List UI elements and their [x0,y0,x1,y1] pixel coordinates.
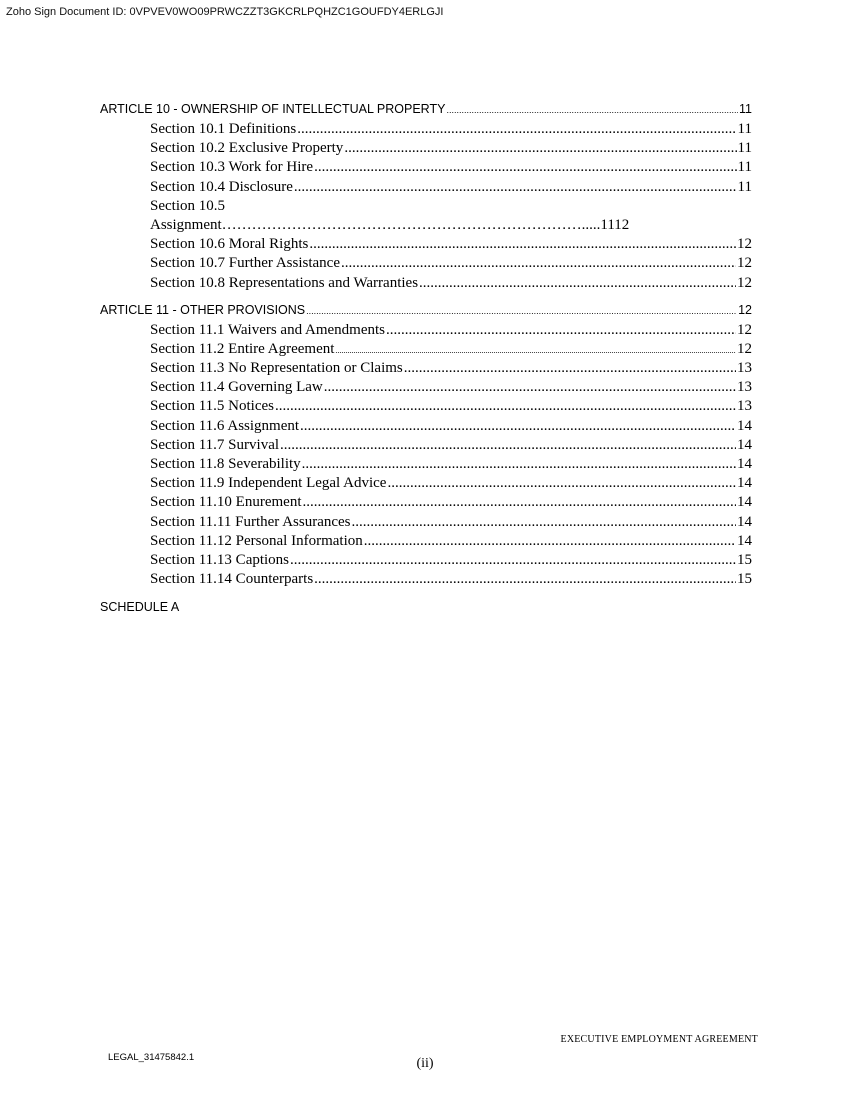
toc-page-number: 11 [737,121,752,137]
toc-page-number: 12 [738,302,752,317]
toc-page-number: 12 [737,274,752,291]
footer-legal-id: LEGAL_31475842.1 [108,1052,195,1063]
toc-page-number: 11 [737,178,752,195]
toc-page-number: 14 [737,532,752,549]
toc-schedule-a[interactable]: SCHEDULE A [100,600,180,615]
toc-section-label: Section 11.3 No Representation or Claims [150,360,403,377]
toc-section-11-13[interactable] [100,551,752,570]
dot-leader [297,120,736,139]
dot-leader [309,235,736,254]
footer-page-number: (ii) [416,1056,434,1071]
dot-leader [294,178,737,197]
toc-page-number: 13 [737,379,752,396]
toc-section-label: Section 10.7 Further Assistance [150,255,340,272]
dot-leader [404,359,736,378]
toc-section-11-12[interactable] [100,532,752,551]
footer-agreement-title: EXECUTIVE EMPLOYMENT AGREEMENT [560,1034,758,1045]
toc-section-label: Section 11.1 Waivers and Amendments [150,321,386,338]
dot-leader [335,341,736,360]
toc-article-11[interactable] [100,302,752,319]
dot-leader [275,397,736,416]
document-id: Zoho Sign Document ID: 0VPVEV0WO09PRWCZZT3GKCRLPQHZC1GOUFDY4ERLGJI [6,6,444,18]
dot-leader [290,551,736,570]
toc-page-number: 14 [737,494,752,511]
toc-page-number: 14 [737,475,752,492]
toc-section-label: Section 11.13 Captions [150,551,290,568]
dot-leader [386,321,736,340]
dot-leader [306,303,737,320]
toc-section-10-5-line2[interactable]: Assignment……………………………………………………………….....1112 [150,216,630,233]
toc-section-11-11[interactable] [100,513,752,532]
toc-page-number: 13 [737,398,752,415]
toc-page-number: 12 [737,236,752,253]
toc-section-11-2[interactable] [100,340,752,359]
toc-article-10[interactable] [100,101,752,118]
toc-section-11-5[interactable] [100,397,752,416]
toc-section-11-3[interactable] [100,359,752,378]
toc-page-number: 14 [737,417,752,434]
toc-article-title: ARTICLE 10 - OWNERSHIP OF INTELLECTUAL PROPERTY [100,102,446,116]
toc-section-label: Section 10.2 Exclusive Property [150,140,344,157]
toc-page-number: 11 [737,140,752,157]
dot-leader [300,417,736,436]
toc-section-11-8[interactable] [100,455,752,474]
toc-section-10-5-line1[interactable]: Section 10.5 [150,197,225,214]
toc-section-10-1[interactable] [100,120,752,139]
toc-section-label: Section 10.1 Definitions [150,121,297,137]
toc-section-10-3[interactable] [100,158,752,177]
toc-page-number: 12 [737,340,752,357]
toc-article-title: ARTICLE 11 - OTHER PROVISIONS [100,302,306,317]
toc-section-11-6[interactable] [100,417,752,436]
toc-section-label: Section 11.5 Notices [150,398,275,415]
dot-leader [303,493,737,512]
dot-leader [324,378,736,397]
toc-page-number: 14 [737,436,752,453]
dot-leader [314,570,736,589]
toc-section-label: Section 11.8 Severability [150,456,301,472]
toc-section-label: Section 11.2 Entire Agreement [150,340,335,357]
dot-leader [446,102,738,119]
dot-leader [302,455,736,474]
toc-section-label: Section 11.9 Independent Legal Advice [150,475,387,492]
toc-section-label: Section 11.12 Personal Information [150,532,363,549]
toc-section-label: Section 10.6 Moral Rights [150,236,309,253]
toc-section-label: Section 10.3 Work for Hire [150,159,314,176]
toc-section-10-6[interactable] [100,235,752,254]
dot-leader [314,158,736,177]
toc-section-label: Section 11.4 Governing Law [150,379,323,396]
toc-section-label: Section 11.7 Survival [150,436,280,453]
toc-section-label: Section 11.6 Assignment [150,417,300,434]
dot-leader [352,513,736,532]
dot-leader [387,474,736,493]
toc-section-label: Section 11.10 Enurement [150,494,302,511]
toc-section-label: Section 11.11 Further Assurances [150,513,351,530]
toc-page-number: 11 [737,159,752,176]
dot-leader [280,436,736,455]
toc-section-11-10[interactable] [100,493,752,512]
toc-section-10-8[interactable] [100,274,752,293]
dot-leader [364,532,736,551]
toc-section-label: Section 11.14 Counterparts [150,571,314,588]
toc-page-number: 12 [737,321,752,338]
toc-section-label: Section 10.4 Disclosure [150,178,293,195]
toc-section-11-7[interactable] [100,436,752,455]
toc-page-number: 12 [737,255,752,272]
dot-leader [419,274,736,293]
toc-section-10-7[interactable] [100,254,752,273]
toc-page-number: 13 [737,360,752,377]
toc-section-11-9[interactable] [100,474,752,493]
dot-leader [344,139,736,158]
toc-page-number: 15 [737,551,752,568]
dot-leader [341,254,736,273]
toc-page-number: 14 [737,513,752,530]
toc-page-number: 14 [737,456,752,472]
toc-page-number: 11 [739,102,752,116]
toc-section-10-2[interactable] [100,139,752,158]
toc-section-10-4[interactable] [100,178,752,197]
toc-section-11-4[interactable] [100,378,752,397]
table-of-contents [100,101,752,616]
toc-section-11-14[interactable] [100,570,752,589]
toc-section-11-1[interactable] [100,321,752,340]
toc-page-number: 15 [737,571,752,588]
toc-section-label: Section 10.8 Representations and Warranties [150,274,419,291]
